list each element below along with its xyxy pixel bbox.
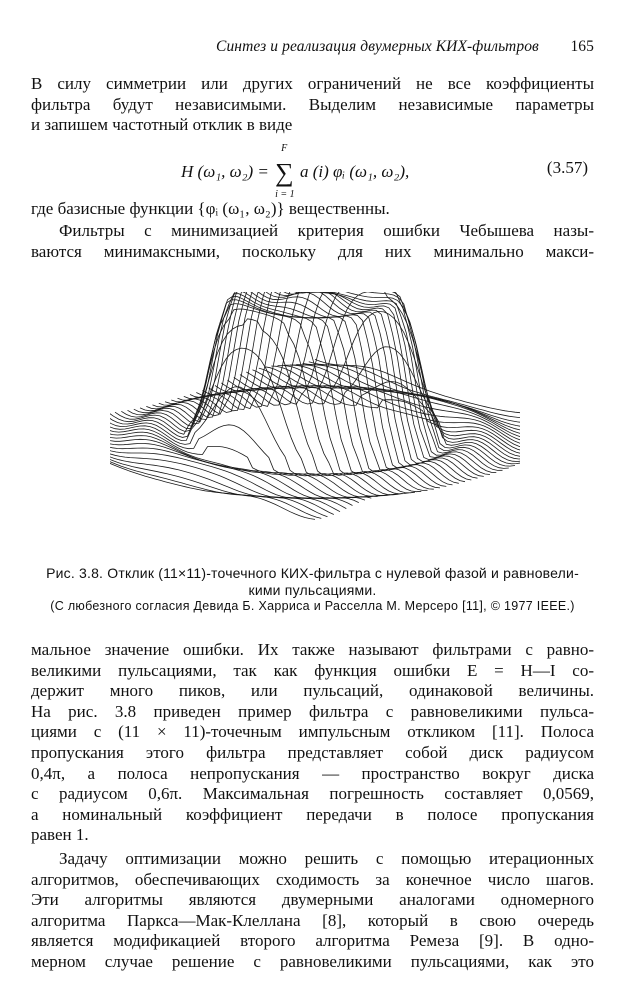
text-line: мальное значение ошибки. Их также называют фильтрами с равно- — [31, 640, 594, 659]
figure-caption: Рис. 3.8. Отклик (11×11)-точечного КИХ-фильтра с нулевой фазой и равновели-кими пульсациями. — [46, 565, 579, 598]
surface-mesh-line — [228, 292, 521, 462]
surface-mesh-line — [110, 437, 328, 517]
text-line: великими пульсациями, так как функция ошибки E = H—I со- — [31, 660, 594, 680]
text-line: циями с (11 × 11)-точечным импульсным откликом [11]. Полоса — [31, 722, 594, 742]
text-line: На рис. 3.8 приведен пример фильтра с равновеликими пульса- — [31, 701, 594, 721]
text-line: а номинальный коэффициент передачи в полосе пропускания — [31, 804, 594, 824]
surface-mesh-line — [240, 347, 520, 457]
formula-lhs: H (ω₁, ω₂) = — [181, 162, 269, 181]
text-line: Фильтры с минимизацией критерия ошибки Чебышева назы- — [59, 221, 594, 240]
surface-mesh-line — [110, 309, 409, 494]
sum-upper-limit: F — [281, 143, 288, 154]
sum-lower-limit: i = 1 — [275, 189, 295, 200]
surface-mesh-line — [110, 420, 365, 500]
running-header — [216, 38, 594, 56]
text-line: Задачу оптимизации можно решить с помощью итерационных — [59, 849, 594, 868]
text-line: фильтра будут независимыми. Выделим независимые параметры — [31, 94, 594, 114]
text-line: алгоритмов, обеспечивающих сходимость за конечное число шагов. — [31, 869, 594, 889]
text-line: и запишем частотный отклик в виде — [31, 115, 293, 135]
text-line: 0,4π, а полоса непропускания — пространство вокруг диска — [31, 763, 594, 783]
surface-mesh-line — [110, 438, 321, 518]
surface-mesh-line — [296, 365, 520, 445]
paragraph-5 — [31, 849, 594, 973]
surface-mesh-line — [110, 429, 346, 509]
text-line: мерном случае решение с равновеликими пульсациями, как это — [31, 951, 594, 971]
paragraph-3 — [31, 221, 594, 262]
text-line: пропускания этого фильтра представляет собой диск радиусом — [31, 742, 594, 762]
text-line: В силу симметрии или других ограничений не все коэффициенты — [31, 74, 594, 93]
surface-mesh-line — [110, 415, 384, 497]
paragraph-4 — [31, 640, 594, 846]
figure-3-8-surface-plot — [110, 292, 520, 542]
equation-3-57 — [31, 143, 594, 200]
text-line: держит много пиков, или пульсаций, одинаковой величины. — [31, 681, 594, 701]
surface-mesh-line — [259, 368, 520, 448]
text-line: с радиусом 0,6π. Максимальная погрешность составляет 0,0569, — [31, 784, 594, 804]
text-line: алгоритма Паркса—Мак-Клеллана [8], который в свою очередь — [31, 910, 594, 930]
text-line: равен 1. — [31, 825, 89, 845]
text-line: ваются минимаксными, поскольку для них минимально макси- — [31, 241, 594, 261]
formula-rhs: a (i) φᵢ (ω₁, ω₂), — [299, 162, 410, 181]
ripple-surface-illustration — [110, 292, 520, 542]
equation-number: (3.57) — [546, 158, 588, 177]
surface-mesh-line — [128, 296, 428, 490]
header-title: Синтез и реализация двумерных КИХ-фильтров — [216, 38, 539, 55]
paragraph-2 — [31, 199, 594, 220]
formula — [181, 143, 410, 200]
text-line: Эти алгоритмы являются двумерными аналогами одномерного — [31, 890, 594, 910]
surface-mesh-line — [110, 423, 359, 503]
text-line: где базисные функции {φᵢ (ω₁, ω₂)} вещественны. — [31, 199, 390, 218]
text-line: является модификацией второго алгоритма Ремеза [9]. В одно- — [31, 931, 594, 951]
surface-mesh-line — [278, 366, 521, 446]
surface-mesh-line — [110, 439, 315, 519]
figure-credit: (С любезного согласия Девида Б. Харриса и Расселла М. Мерсеро [11], © 1977 IEEE.) — [50, 599, 575, 613]
page-number: 165 — [570, 38, 594, 55]
sum-symbol: ∑ F i = 1 — [275, 143, 295, 200]
paragraph-1 — [31, 74, 594, 136]
